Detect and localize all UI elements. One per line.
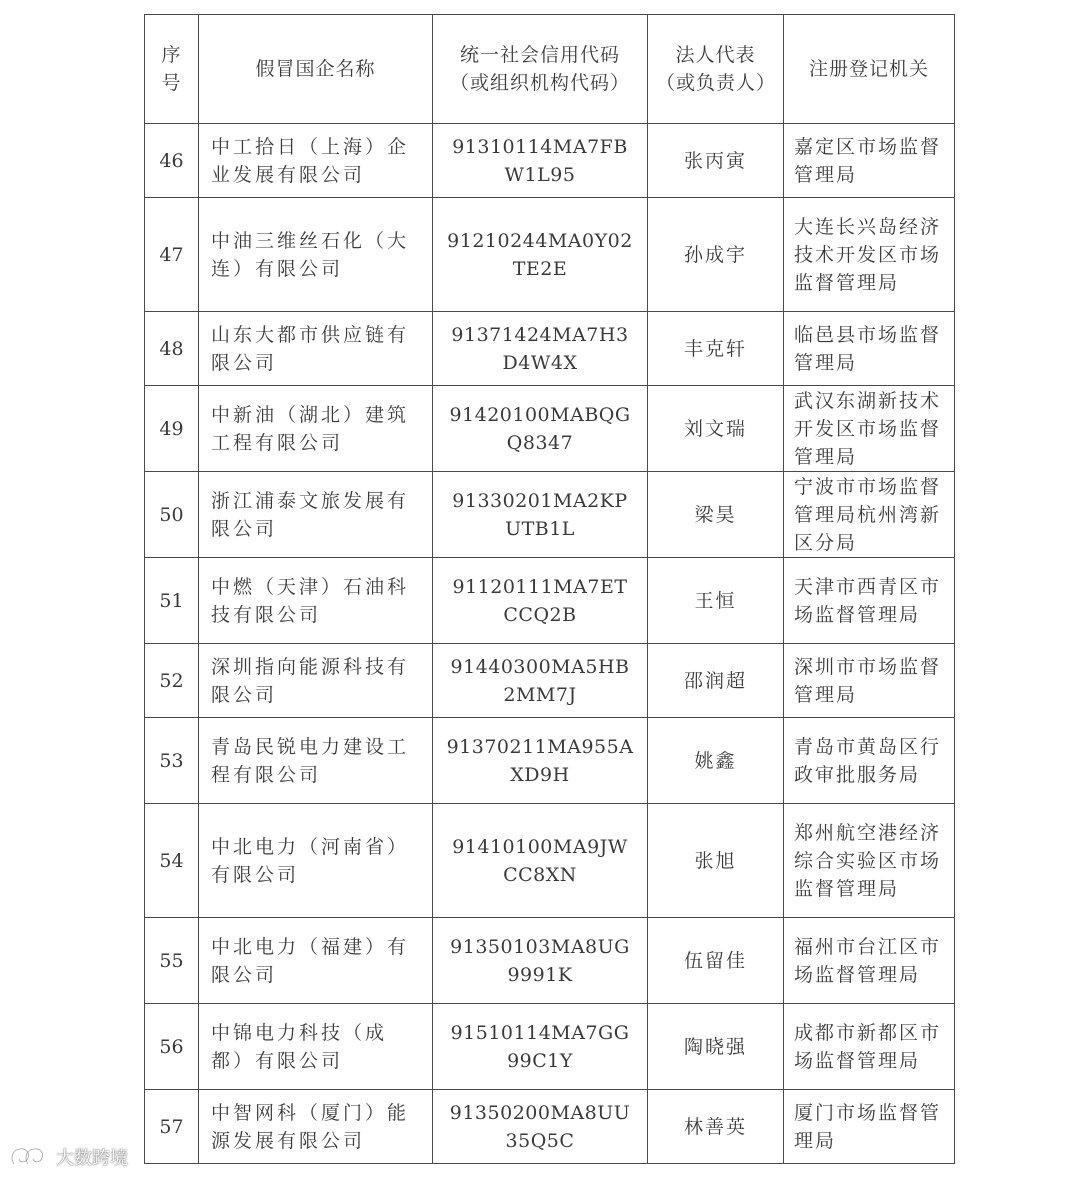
row-registration-authority: 天津市西青区市场监督管理局 (784, 558, 955, 644)
row-company-name: 青岛民锐电力建设工程有限公司 (199, 718, 433, 804)
row-legal-rep: 林善英 (648, 1090, 784, 1164)
row-legal-rep: 梁昊 (648, 472, 784, 558)
row-seq: 50 (145, 472, 199, 558)
row-credit-code: 91330201MA2KPUTB1L (433, 472, 648, 558)
watermark (8, 1144, 128, 1170)
table-row (145, 558, 955, 644)
table-header-row (145, 15, 955, 124)
row-registration-authority: 成都市新都区市场监督管理局 (784, 1004, 955, 1090)
row-company-name: 中工拾日（上海）企业发展有限公司 (199, 124, 433, 198)
table-row (145, 1004, 955, 1090)
row-seq: 49 (145, 386, 199, 472)
watermark-text: 大数跨境 (56, 1148, 128, 1169)
row-legal-rep: 王恒 (648, 558, 784, 644)
row-registration-authority: 嘉定区市场监督管理局 (784, 124, 955, 198)
row-registration-authority: 福州市台江区市场监督管理局 (784, 918, 955, 1004)
row-legal-rep: 刘文瑞 (648, 386, 784, 472)
row-credit-code: 91420100MABQGQ8347 (433, 386, 648, 472)
row-credit-code: 91371424MA7H3D4W4X (433, 312, 648, 386)
row-legal-rep: 孙成宇 (648, 198, 784, 312)
row-legal-rep: 邵润超 (648, 644, 784, 718)
table-row (145, 918, 955, 1004)
row-credit-code: 91440300MA5HB2MM7J (433, 644, 648, 718)
row-credit-code: 91310114MA7FBW1L95 (433, 124, 648, 198)
row-company-name: 深圳指向能源科技有限公司 (199, 644, 433, 718)
row-registration-authority: 临邑县市场监督管理局 (784, 312, 955, 386)
row-legal-rep: 丰克轩 (648, 312, 784, 386)
table-row (145, 644, 955, 718)
table-row (145, 124, 955, 198)
row-registration-authority: 武汉东湖新技术开发区市场监督管理局 (784, 386, 955, 472)
row-company-name: 中油三维丝石化（大连）有限公司 (199, 198, 433, 312)
row-credit-code: 91120111MA7ETCCQ2B (433, 558, 648, 644)
row-seq: 51 (145, 558, 199, 644)
row-seq: 53 (145, 718, 199, 804)
brand-logo-icon (8, 1144, 50, 1170)
table-row (145, 386, 955, 472)
row-seq: 52 (145, 644, 199, 718)
row-legal-rep: 伍留佳 (648, 918, 784, 1004)
row-credit-code: 91510114MA7GG99C1Y (433, 1004, 648, 1090)
row-company-name: 浙江浦泰文旅发展有限公司 (199, 472, 433, 558)
row-registration-authority: 深圳市市场监督管理局 (784, 644, 955, 718)
row-credit-code: 91410100MA9JWCC8XN (433, 804, 648, 918)
table-row (145, 198, 955, 312)
row-registration-authority: 大连长兴岛经济技术开发区市场监督管理局 (784, 198, 955, 312)
row-legal-rep: 张丙寅 (648, 124, 784, 198)
row-legal-rep: 陶晓强 (648, 1004, 784, 1090)
row-legal-rep: 姚鑫 (648, 718, 784, 804)
row-registration-authority: 宁波市市场监督管理局杭州湾新区分局 (784, 472, 955, 558)
table-row (145, 718, 955, 804)
header-authority: 注册登记机关 (784, 15, 955, 124)
header-seq: 序号 (145, 15, 199, 124)
header-rep: 法人代表（或负责人） (648, 15, 784, 124)
row-credit-code: 91350200MA8UU35Q5C (433, 1090, 648, 1164)
row-seq: 46 (145, 124, 199, 198)
row-registration-authority: 厦门市场监督管理局 (784, 1090, 955, 1164)
row-credit-code: 91210244MA0Y02TE2E (433, 198, 648, 312)
fake-soe-table (144, 14, 955, 1164)
row-company-name: 山东大都市供应链有限公司 (199, 312, 433, 386)
row-seq: 48 (145, 312, 199, 386)
row-seq: 56 (145, 1004, 199, 1090)
row-legal-rep: 张旭 (648, 804, 784, 918)
table-row (145, 312, 955, 386)
row-credit-code: 91370211MA955AXD9H (433, 718, 648, 804)
table-row (145, 472, 955, 558)
row-company-name: 中智网科（厦门）能源发展有限公司 (199, 1090, 433, 1164)
row-company-name: 中新油（湖北）建筑工程有限公司 (199, 386, 433, 472)
row-company-name: 中锦电力科技（成都）有限公司 (199, 1004, 433, 1090)
row-company-name: 中燃（天津）石油科技有限公司 (199, 558, 433, 644)
row-registration-authority: 青岛市黄岛区行政审批服务局 (784, 718, 955, 804)
table-row (145, 804, 955, 918)
row-seq: 55 (145, 918, 199, 1004)
header-code: 统一社会信用代码（或组织机构代码） (433, 15, 648, 124)
row-registration-authority: 郑州航空港经济综合实验区市场监督管理局 (784, 804, 955, 918)
header-name: 假冒国企名称 (199, 15, 433, 124)
row-seq: 57 (145, 1090, 199, 1164)
row-company-name: 中北电力（河南省）有限公司 (199, 804, 433, 918)
row-seq: 54 (145, 804, 199, 918)
row-seq: 47 (145, 198, 199, 312)
table-row (145, 1090, 955, 1164)
row-credit-code: 91350103MA8UG9991K (433, 918, 648, 1004)
row-company-name: 中北电力（福建）有限公司 (199, 918, 433, 1004)
